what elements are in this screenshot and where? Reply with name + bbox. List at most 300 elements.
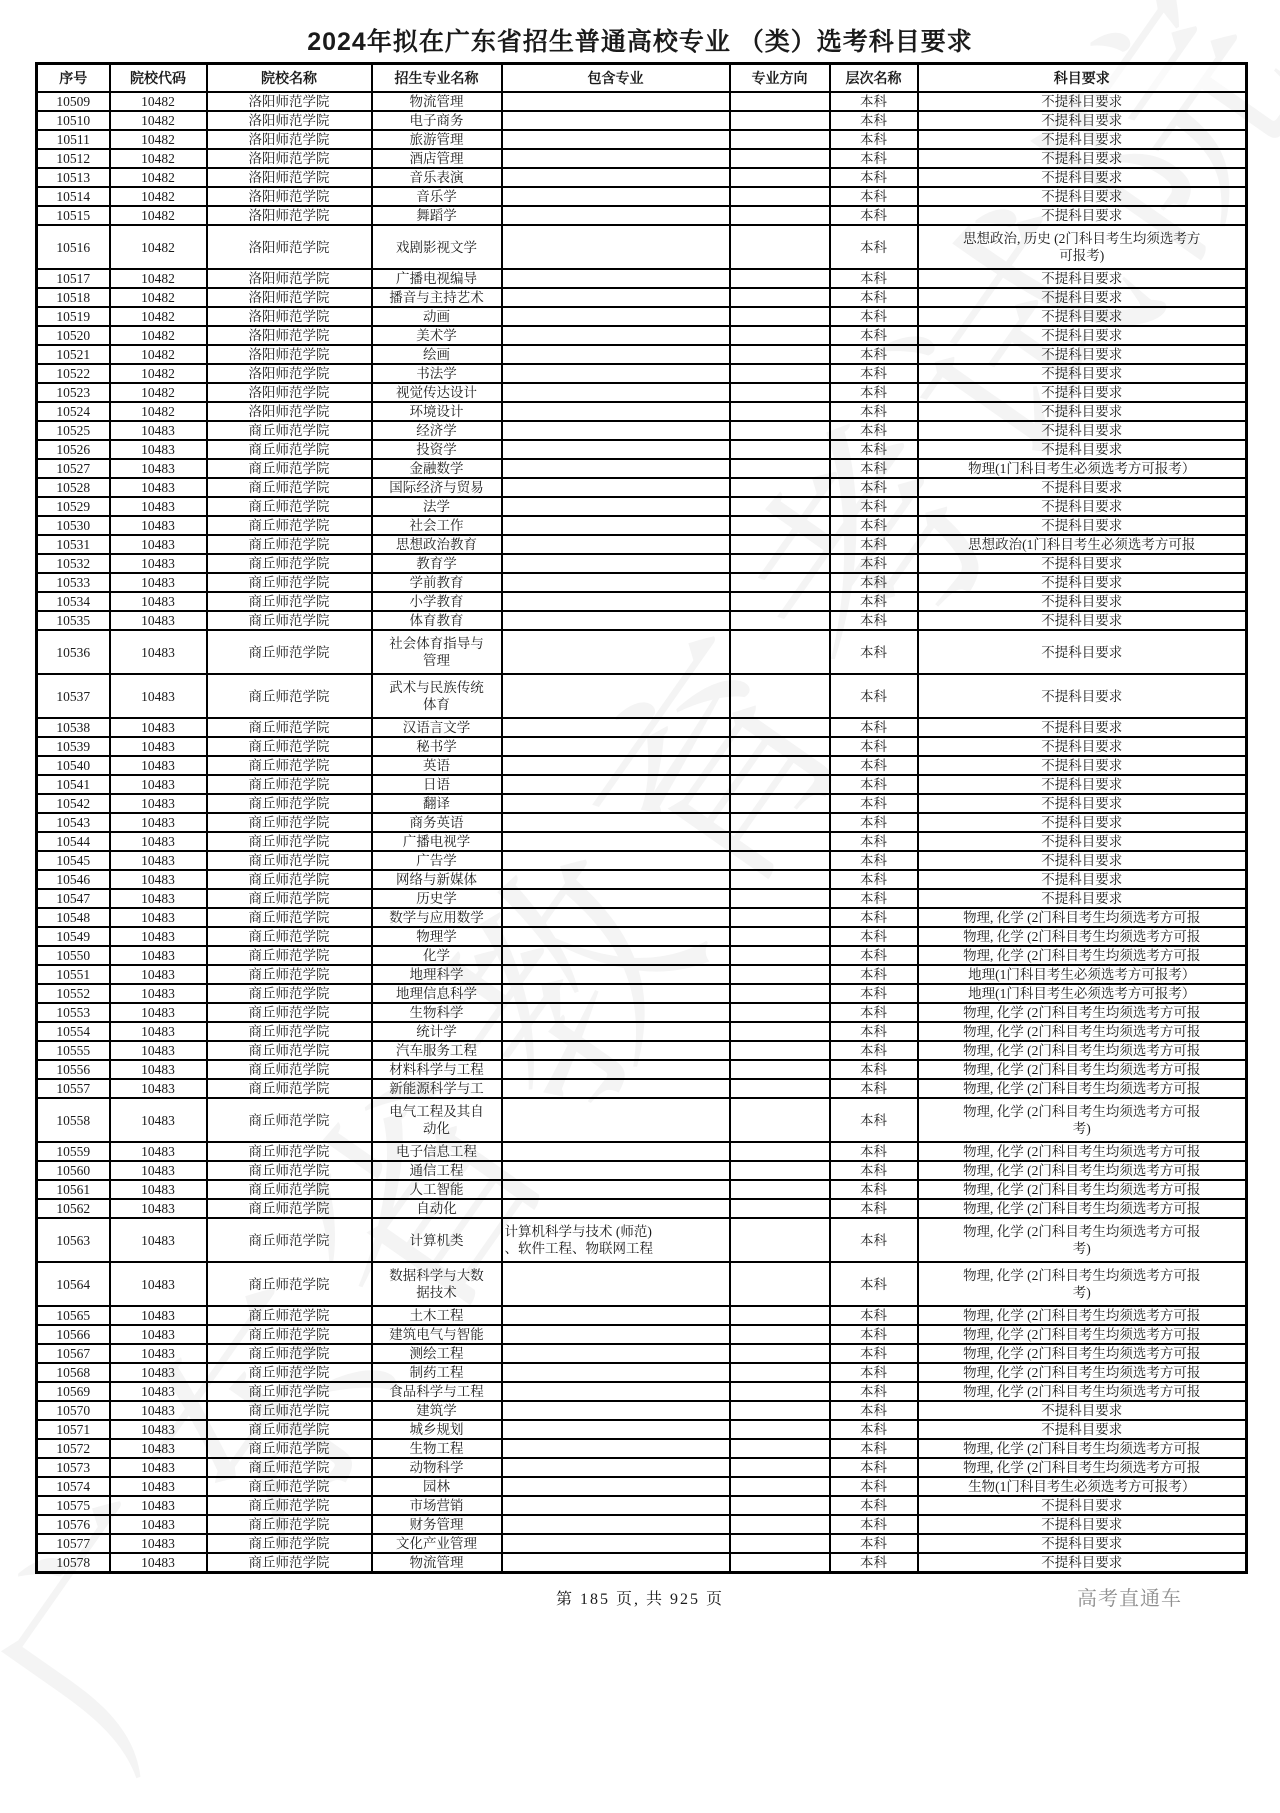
cell-col-included [502, 307, 730, 326]
cell-col-included [502, 1041, 730, 1060]
cell-col-requirement: 物理, 化学 (2门科目考生均须选考方可报 [918, 1325, 1247, 1344]
cell-col-included [502, 832, 730, 851]
header-row [37, 64, 1247, 93]
cell-col-seq: 10572 [37, 1439, 110, 1458]
cell-col-school-code: 10482 [110, 326, 207, 345]
cell-col-direction [730, 225, 830, 269]
cell-col-direction [730, 402, 830, 421]
cell-col-major: 计算机类 [372, 1218, 502, 1262]
cell-col-level: 本科 [830, 516, 918, 535]
cell-col-level: 本科 [830, 674, 918, 718]
cell-col-major: 教育学 [372, 554, 502, 573]
cell-col-school-name: 商丘师范学院 [207, 1344, 372, 1363]
cell-col-direction [730, 1022, 830, 1041]
cell-col-direction [730, 92, 830, 111]
cell-col-requirement: 物理, 化学 (2门科目考生均须选考方可报 [918, 927, 1247, 946]
cell-col-direction [730, 1041, 830, 1060]
cell-col-school-name: 商丘师范学院 [207, 718, 372, 737]
table-row [37, 1142, 1247, 1161]
cell-col-seq: 10552 [37, 984, 110, 1003]
cell-col-included [502, 775, 730, 794]
cell-col-seq: 10537 [37, 674, 110, 718]
cell-col-school-code: 10483 [110, 756, 207, 775]
cell-col-seq: 10556 [37, 1060, 110, 1079]
cell-col-school-code: 10482 [110, 149, 207, 168]
cell-col-seq: 10513 [37, 168, 110, 187]
cell-col-major: 物理学 [372, 927, 502, 946]
cell-col-direction [730, 775, 830, 794]
cell-col-major: 动物科学 [372, 1458, 502, 1477]
cell-col-level: 本科 [830, 1496, 918, 1515]
column-header-col-level: 层次名称 [830, 64, 918, 93]
cell-col-requirement: 不提科目要求 [918, 756, 1247, 775]
cell-col-level: 本科 [830, 1344, 918, 1363]
cell-col-level: 本科 [830, 946, 918, 965]
cell-col-school-name: 洛阳师范学院 [207, 168, 372, 187]
cell-col-level: 本科 [830, 965, 918, 984]
cell-col-major: 测绘工程 [372, 1344, 502, 1363]
cell-col-major: 历史学 [372, 889, 502, 908]
cell-col-requirement: 不提科目要求 [918, 383, 1247, 402]
cell-col-level: 本科 [830, 497, 918, 516]
cell-col-seq: 10524 [37, 402, 110, 421]
cell-col-school-code: 10483 [110, 1420, 207, 1439]
cell-col-level: 本科 [830, 130, 918, 149]
table-row [37, 984, 1247, 1003]
table-row [37, 225, 1247, 269]
cell-col-direction [730, 756, 830, 775]
table-row [37, 168, 1247, 187]
cell-col-school-name: 商丘师范学院 [207, 1142, 372, 1161]
cell-col-included [502, 130, 730, 149]
cell-col-seq: 10517 [37, 269, 110, 288]
cell-col-school-name: 商丘师范学院 [207, 516, 372, 535]
cell-col-direction [730, 908, 830, 927]
cell-col-included [502, 1325, 730, 1344]
cell-col-school-name: 商丘师范学院 [207, 1325, 372, 1344]
cell-col-school-name: 商丘师范学院 [207, 630, 372, 674]
cell-col-seq: 10516 [37, 225, 110, 269]
cell-col-seq: 10574 [37, 1477, 110, 1496]
cell-col-requirement: 不提科目要求 [918, 168, 1247, 187]
cell-col-seq: 10565 [37, 1306, 110, 1325]
cell-col-major: 城乡规划 [372, 1420, 502, 1439]
column-header-col-major: 招生专业名称 [372, 64, 502, 93]
cell-col-requirement: 物理, 化学 (2门科目考生均须选考方可报 [918, 1180, 1247, 1199]
cell-col-school-name: 商丘师范学院 [207, 535, 372, 554]
cell-col-requirement: 不提科目要求 [918, 630, 1247, 674]
cell-col-direction [730, 927, 830, 946]
cell-col-level: 本科 [830, 92, 918, 111]
cell-col-included [502, 1382, 730, 1401]
cell-col-seq: 10525 [37, 421, 110, 440]
cell-col-seq: 10562 [37, 1199, 110, 1218]
cell-col-direction [730, 345, 830, 364]
cell-col-requirement: 不提科目要求 [918, 794, 1247, 813]
cell-col-direction [730, 1325, 830, 1344]
cell-col-level: 本科 [830, 1060, 918, 1079]
cell-col-school-name: 商丘师范学院 [207, 611, 372, 630]
cell-col-school-name: 商丘师范学院 [207, 1439, 372, 1458]
cell-col-school-code: 10483 [110, 965, 207, 984]
cell-col-school-code: 10483 [110, 674, 207, 718]
table-row [37, 516, 1247, 535]
cell-col-school-code: 10483 [110, 984, 207, 1003]
cell-col-school-code: 10482 [110, 168, 207, 187]
cell-col-level: 本科 [830, 756, 918, 775]
cell-col-direction [730, 870, 830, 889]
cell-col-direction [730, 288, 830, 307]
cell-col-included [502, 326, 730, 345]
cell-col-school-code: 10482 [110, 225, 207, 269]
table-row [37, 851, 1247, 870]
cell-col-requirement: 物理, 化学 (2门科目考生均须选考方可报 [918, 1306, 1247, 1325]
cell-col-direction [730, 965, 830, 984]
cell-col-requirement: 地理(1门科目考生必须选考方可报考） [918, 965, 1247, 984]
cell-col-included [502, 984, 730, 1003]
cell-col-direction [730, 1515, 830, 1534]
cell-col-direction [730, 187, 830, 206]
cell-col-major: 数学与应用数学 [372, 908, 502, 927]
cell-col-level: 本科 [830, 1439, 918, 1458]
cell-col-major: 书法学 [372, 364, 502, 383]
cell-col-school-name: 商丘师范学院 [207, 592, 372, 611]
cell-col-requirement: 不提科目要求 [918, 592, 1247, 611]
cell-col-included [502, 756, 730, 775]
cell-col-major: 绘画 [372, 345, 502, 364]
cell-col-direction [730, 674, 830, 718]
cell-col-included [502, 1060, 730, 1079]
cell-col-school-name: 商丘师范学院 [207, 674, 372, 718]
cell-col-included [502, 1534, 730, 1553]
cell-col-major: 园林 [372, 1477, 502, 1496]
cell-col-school-name: 商丘师范学院 [207, 459, 372, 478]
cell-col-direction [730, 1420, 830, 1439]
cell-col-requirement: 物理, 化学 (2门科目考生均须选考方可报 [918, 1382, 1247, 1401]
cell-col-seq: 10570 [37, 1401, 110, 1420]
cell-col-level: 本科 [830, 889, 918, 908]
cell-col-requirement: 不提科目要求 [918, 1515, 1247, 1534]
table-row [37, 674, 1247, 718]
cell-col-school-name: 洛阳师范学院 [207, 92, 372, 111]
cell-col-major: 旅游管理 [372, 130, 502, 149]
cell-col-included [502, 674, 730, 718]
cell-col-school-name: 商丘师范学院 [207, 497, 372, 516]
cell-col-included [502, 402, 730, 421]
cell-col-school-code: 10483 [110, 1218, 207, 1262]
cell-col-seq: 10564 [37, 1262, 110, 1306]
cell-col-school-name: 商丘师范学院 [207, 946, 372, 965]
table-row [37, 630, 1247, 674]
cell-col-school-name: 商丘师范学院 [207, 832, 372, 851]
page-number: 第 185 页, 共 925 页 [555, 1591, 724, 1608]
cell-col-direction [730, 946, 830, 965]
cell-col-included [502, 535, 730, 554]
cell-col-included [502, 851, 730, 870]
cell-col-requirement: 不提科目要求 [918, 832, 1247, 851]
cell-col-included [502, 592, 730, 611]
cell-col-major: 物流管理 [372, 92, 502, 111]
cell-col-requirement: 不提科目要求 [918, 611, 1247, 630]
cell-col-direction [730, 149, 830, 168]
cell-col-seq: 10550 [37, 946, 110, 965]
cell-col-included [502, 889, 730, 908]
cell-col-direction [730, 440, 830, 459]
cell-col-requirement: 不提科目要求 [918, 775, 1247, 794]
cell-col-major: 财务管理 [372, 1515, 502, 1534]
cell-col-included [502, 364, 730, 383]
cell-col-seq: 10578 [37, 1553, 110, 1573]
cell-col-school-name: 洛阳师范学院 [207, 187, 372, 206]
cell-col-major: 体育教育 [372, 611, 502, 630]
cell-col-major: 动画 [372, 307, 502, 326]
cell-col-seq: 10566 [37, 1325, 110, 1344]
table-row [37, 1199, 1247, 1218]
cell-col-level: 本科 [830, 592, 918, 611]
cell-col-school-code: 10483 [110, 813, 207, 832]
cell-col-direction [730, 592, 830, 611]
table-row [37, 1553, 1247, 1573]
cell-col-included: 计算机科学与技术 (师范) 、软件工程、物联网工程 [502, 1218, 730, 1262]
cell-col-direction [730, 1218, 830, 1262]
cell-col-seq: 10568 [37, 1363, 110, 1382]
cell-col-requirement: 物理, 化学 (2门科目考生均须选考方可报 [918, 908, 1247, 927]
cell-col-included [502, 1363, 730, 1382]
cell-col-direction [730, 1262, 830, 1306]
cell-col-major: 法学 [372, 497, 502, 516]
cell-col-requirement: 物理, 化学 (2门科目考生均须选考方可报 [918, 1439, 1247, 1458]
table-row [37, 1344, 1247, 1363]
cell-col-direction [730, 889, 830, 908]
cell-col-requirement: 物理, 化学 (2门科目考生均须选考方可报 [918, 1344, 1247, 1363]
cell-col-requirement: 不提科目要求 [918, 554, 1247, 573]
cell-col-major: 思想政治教育 [372, 535, 502, 554]
cell-col-school-code: 10483 [110, 908, 207, 927]
cell-col-included [502, 1142, 730, 1161]
cell-col-seq: 10549 [37, 927, 110, 946]
cell-col-seq: 10510 [37, 111, 110, 130]
cell-col-direction [730, 383, 830, 402]
cell-col-included [502, 1098, 730, 1142]
cell-col-level: 本科 [830, 1003, 918, 1022]
cell-col-requirement: 物理, 化学 (2门科目考生均须选考方可报 [918, 1199, 1247, 1218]
cell-col-direction [730, 573, 830, 592]
cell-col-school-name: 洛阳师范学院 [207, 364, 372, 383]
cell-col-included [502, 1022, 730, 1041]
cell-col-school-code: 10483 [110, 870, 207, 889]
cell-col-requirement: 生物(1门科目考生必须选考方可报考） [918, 1477, 1247, 1496]
cell-col-level: 本科 [830, 1262, 918, 1306]
cell-col-school-code: 10483 [110, 737, 207, 756]
cell-col-direction [730, 832, 830, 851]
column-header-col-school-code: 院校代码 [110, 64, 207, 93]
cell-col-included [502, 1439, 730, 1458]
cell-col-included [502, 927, 730, 946]
cell-col-requirement: 物理, 化学 (2门科目考生均须选考方可报 [918, 1079, 1247, 1098]
cell-col-level: 本科 [830, 364, 918, 383]
cell-col-major: 金融数学 [372, 459, 502, 478]
cell-col-major: 材料科学与工程 [372, 1060, 502, 1079]
cell-col-direction [730, 554, 830, 573]
cell-col-seq: 10538 [37, 718, 110, 737]
cell-col-school-name: 商丘师范学院 [207, 421, 372, 440]
cell-col-direction [730, 1477, 830, 1496]
column-header-col-included: 包含专业 [502, 64, 730, 93]
cell-col-requirement: 不提科目要求 [918, 187, 1247, 206]
cell-col-requirement: 不提科目要求 [918, 1401, 1247, 1420]
cell-col-school-name: 商丘师范学院 [207, 1022, 372, 1041]
cell-col-included [502, 497, 730, 516]
table-row [37, 269, 1247, 288]
cell-col-included [502, 1079, 730, 1098]
cell-col-school-code: 10482 [110, 269, 207, 288]
cell-col-school-code: 10483 [110, 718, 207, 737]
cell-col-school-code: 10483 [110, 1439, 207, 1458]
cell-col-major: 数据科学与大数 据技术 [372, 1262, 502, 1306]
cell-col-major: 建筑电气与智能 [372, 1325, 502, 1344]
cell-col-requirement: 不提科目要求 [918, 674, 1247, 718]
cell-col-requirement: 物理, 化学 (2门科目考生均须选考方可报 考) [918, 1218, 1247, 1262]
cell-col-school-code: 10482 [110, 92, 207, 111]
cell-col-included [502, 478, 730, 497]
cell-col-included [502, 269, 730, 288]
table-row [37, 1262, 1247, 1306]
cell-col-level: 本科 [830, 832, 918, 851]
cell-col-level: 本科 [830, 554, 918, 573]
cell-col-requirement: 不提科目要求 [918, 813, 1247, 832]
table-row [37, 718, 1247, 737]
cell-col-included [502, 225, 730, 269]
cell-col-major: 汽车服务工程 [372, 1041, 502, 1060]
table-row [37, 402, 1247, 421]
cell-col-major: 小学教育 [372, 592, 502, 611]
cell-col-school-name: 洛阳师范学院 [207, 149, 372, 168]
cell-col-school-name: 洛阳师范学院 [207, 345, 372, 364]
cell-col-school-code: 10482 [110, 130, 207, 149]
cell-col-included [502, 1420, 730, 1439]
cell-col-requirement: 不提科目要求 [918, 497, 1247, 516]
cell-col-direction [730, 1161, 830, 1180]
cell-col-direction [730, 1079, 830, 1098]
cell-col-major: 广告学 [372, 851, 502, 870]
cell-col-requirement: 不提科目要求 [918, 402, 1247, 421]
cell-col-school-code: 10483 [110, 1458, 207, 1477]
cell-col-school-code: 10483 [110, 1142, 207, 1161]
cell-col-seq: 10557 [37, 1079, 110, 1098]
table-row [37, 554, 1247, 573]
cell-col-seq: 10573 [37, 1458, 110, 1477]
table-row [37, 111, 1247, 130]
cell-col-school-code: 10483 [110, 1306, 207, 1325]
cell-col-requirement: 不提科目要求 [918, 440, 1247, 459]
cell-col-direction [730, 516, 830, 535]
cell-col-seq: 10567 [37, 1344, 110, 1363]
cell-col-requirement: 物理, 化学 (2门科目考生均须选考方可报 [918, 1458, 1247, 1477]
table-row [37, 1022, 1247, 1041]
cell-col-major: 投资学 [372, 440, 502, 459]
cell-col-direction [730, 130, 830, 149]
cell-col-school-name: 商丘师范学院 [207, 1363, 372, 1382]
cell-col-seq: 10511 [37, 130, 110, 149]
cell-col-seq: 10543 [37, 813, 110, 832]
cell-col-major: 网络与新媒体 [372, 870, 502, 889]
cell-col-major: 秘书学 [372, 737, 502, 756]
cell-col-school-name: 商丘师范学院 [207, 1515, 372, 1534]
table-row [37, 573, 1247, 592]
cell-col-seq: 10526 [37, 440, 110, 459]
table-row [37, 927, 1247, 946]
table-row [37, 1306, 1247, 1325]
cell-col-school-name: 商丘师范学院 [207, 1199, 372, 1218]
cell-col-seq: 10534 [37, 592, 110, 611]
cell-col-school-code: 10483 [110, 440, 207, 459]
cell-col-requirement: 不提科目要求 [918, 1553, 1247, 1573]
cell-col-level: 本科 [830, 168, 918, 187]
cell-col-requirement: 不提科目要求 [918, 345, 1247, 364]
table-row [37, 775, 1247, 794]
table-row [37, 1458, 1247, 1477]
cell-col-level: 本科 [830, 851, 918, 870]
cell-col-requirement: 物理, 化学 (2门科目考生均须选考方可报 [918, 1060, 1247, 1079]
cell-col-included [502, 1477, 730, 1496]
cell-col-school-name: 洛阳师范学院 [207, 402, 372, 421]
cell-col-major: 播音与主持艺术 [372, 288, 502, 307]
cell-col-school-name: 商丘师范学院 [207, 908, 372, 927]
cell-col-school-code: 10483 [110, 1401, 207, 1420]
cell-col-direction [730, 269, 830, 288]
table-row [37, 794, 1247, 813]
cell-col-requirement: 不提科目要求 [918, 478, 1247, 497]
table-row [37, 187, 1247, 206]
table-row [37, 756, 1247, 775]
cell-col-school-name: 洛阳师范学院 [207, 225, 372, 269]
cell-col-included [502, 630, 730, 674]
cell-col-included [502, 554, 730, 573]
cell-col-major: 广播电视编导 [372, 269, 502, 288]
cell-col-level: 本科 [830, 1363, 918, 1382]
cell-col-school-name: 商丘师范学院 [207, 813, 372, 832]
cell-col-seq: 10528 [37, 478, 110, 497]
cell-col-school-name: 商丘师范学院 [207, 1553, 372, 1573]
cell-col-seq: 10553 [37, 1003, 110, 1022]
cell-col-direction [730, 1098, 830, 1142]
cell-col-school-name: 商丘师范学院 [207, 775, 372, 794]
cell-col-level: 本科 [830, 478, 918, 497]
cell-col-included [502, 813, 730, 832]
cell-col-seq: 10527 [37, 459, 110, 478]
cell-col-school-code: 10482 [110, 111, 207, 130]
cell-col-requirement: 物理, 化学 (2门科目考生均须选考方可报 [918, 1161, 1247, 1180]
cell-col-seq: 10575 [37, 1496, 110, 1515]
cell-col-school-code: 10483 [110, 1477, 207, 1496]
cell-col-requirement: 不提科目要求 [918, 288, 1247, 307]
cell-col-included [502, 1180, 730, 1199]
cell-col-major: 电子信息工程 [372, 1142, 502, 1161]
cell-col-school-name: 商丘师范学院 [207, 1401, 372, 1420]
column-header-col-direction: 专业方向 [730, 64, 830, 93]
cell-col-major: 电气工程及其自 动化 [372, 1098, 502, 1142]
cell-col-requirement: 物理, 化学 (2门科目考生均须选考方可报 考) [918, 1262, 1247, 1306]
cell-col-school-name: 商丘师范学院 [207, 1458, 372, 1477]
cell-col-major: 自动化 [372, 1199, 502, 1218]
cell-col-seq: 10547 [37, 889, 110, 908]
table-row [37, 535, 1247, 554]
cell-col-school-name: 洛阳师范学院 [207, 269, 372, 288]
cell-col-major: 舞蹈学 [372, 206, 502, 225]
cell-col-level: 本科 [830, 1041, 918, 1060]
cell-col-seq: 10544 [37, 832, 110, 851]
cell-col-requirement: 物理, 化学 (2门科目考生均须选考方可报 [918, 1142, 1247, 1161]
